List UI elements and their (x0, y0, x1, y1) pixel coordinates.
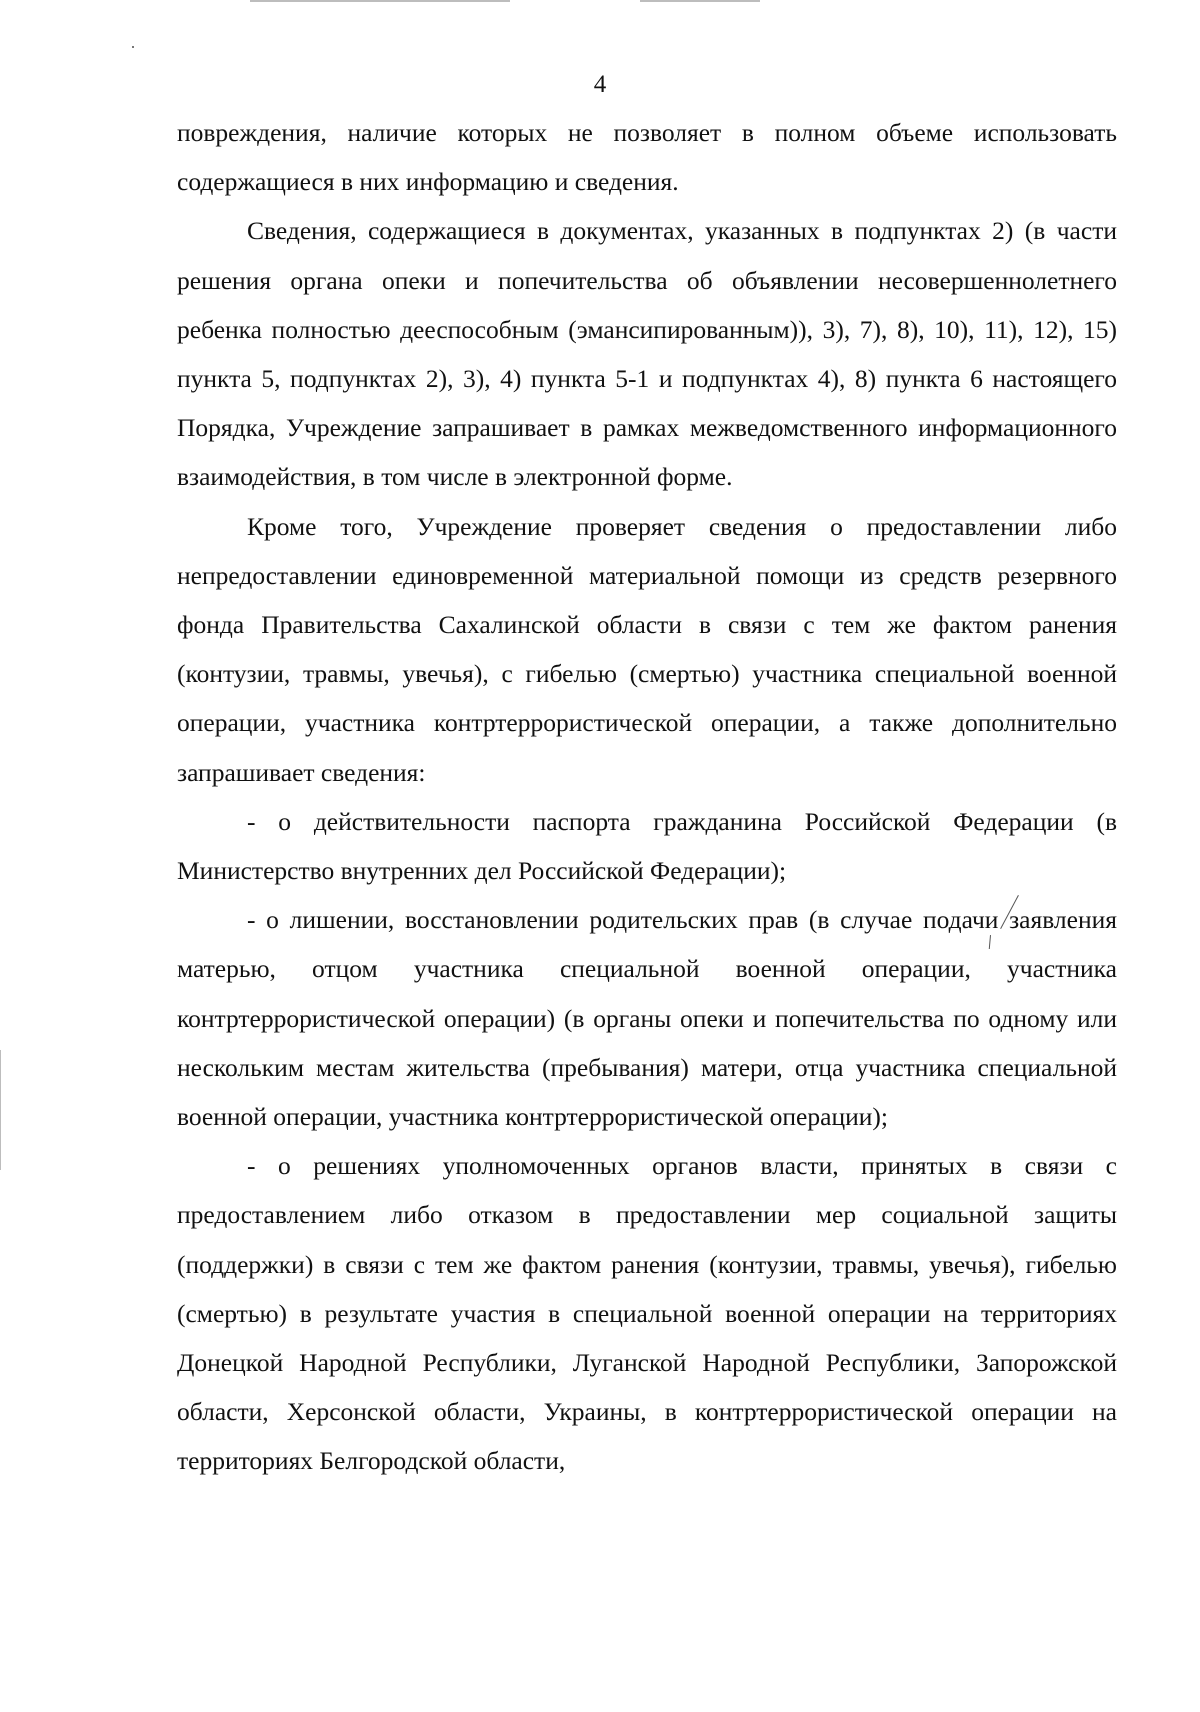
scan-edge-mark-top-right (640, 0, 760, 2)
scan-dot (132, 46, 134, 48)
paragraph-damage-continuation: повреждения, наличие которых не позволяет в полном объеме использовать содержащиеся в них информацию и сведения. (177, 118, 1117, 197)
scan-edge-mark-left (0, 1050, 1, 1170)
list-item-authority-decisions: - о решениях уполномоченных органов власти, принятых в связи с предоставлением либо отказом в предоставлении мер социальной защиты (поддержки) в связи с тем же фактом ранения (контузии, травмы, увечья), гибелью (смертью) в результате участия в специальной военной операции на территориях Донецкой Народной Республики, Луганской Народной Республики, Запорожской области, Херсонской области, Украины, в контртеррористической операции на территориях Белгородской области, (177, 1151, 1117, 1476)
list-item-parental-rights: - о лишении, восстановлении родительских прав (в случае подачи заявления матерью, отцом участника специальной военной операции, участника контртеррористической операции) (в органы опеки и попечительства по одному или нескольким местам жительства (пребывания) матери, отца участника специальной военной операции, участника контртеррористической операции); (177, 905, 1117, 1132)
document-body (177, 108, 1117, 1486)
paragraph-interagency-request: Сведения, содержащиеся в документах, указанных в подпунктах 2) (в части решения органа опеки и попечительства об объявлении несовершеннолетнего ребенка полностью дееспособным (эмансипированным)), 3), 7), 8), 10), 11), 12), 15) пункта 5, подпунктах 2), 3), 4) пункта 5-1 и подпунктах 4), 8) пункта 6 настоящего Порядка, Учреждение запрашивает в рамках межведомственного информационного взаимодействия, в том числе в электронной форме. (177, 216, 1117, 492)
page-number: 4 (593, 71, 607, 98)
paragraph-material-aid-check: Кроме того, Учреждение проверяет сведения о предоставлении либо непредоставлении единовременной материальной помощи из средств резервного фонда Правительства Сахалинской области в связи с тем же фактом ранения (контузии, травмы, увечья), с гибелью (смертью) участника специальной военной операции, участника контртеррористической операции, а также дополнительно запрашивает сведения: (177, 511, 1117, 787)
scan-edge-mark-top (250, 0, 510, 2)
list-item-passport-validity: - о действительности паспорта гражданина Российской Федерации (в Министерство внутренних дел Российской Федерации); (177, 806, 1117, 886)
